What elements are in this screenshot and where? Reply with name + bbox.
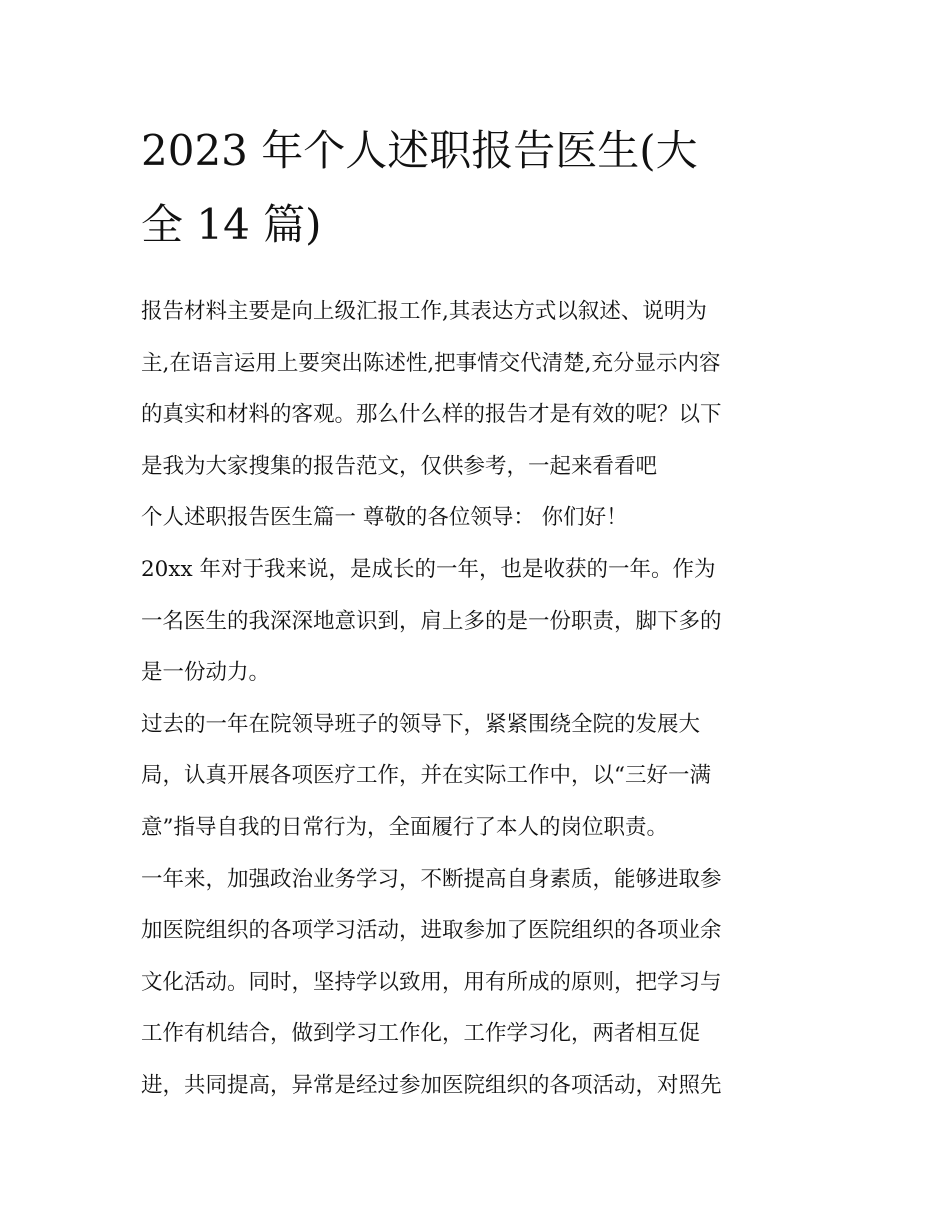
body-line: 工作有机结合，做到学习工作化，工作学习化，两者相互促 — [141, 1021, 701, 1047]
title-line: 全 14 篇) — [141, 200, 322, 249]
body-line: 加医院组织的各项学习活动，进取参加了医院组织的各项业余 — [141, 918, 722, 944]
body-line: 是我为大家搜集的报告范文，仅供参考，一起来看看吧 — [141, 453, 658, 479]
body-line: 一年来，加强政治业务学习，不断提高自身素质，能够进取参 — [141, 866, 722, 892]
body-line: 意”指导自我的日常行为，全面履行了本人的岗位职责。 — [141, 814, 668, 840]
body-line: 是一份动力。 — [141, 660, 271, 686]
document-title — [141, 114, 816, 262]
body-line: 报告材料主要是向上级汇报工作,其表达方式以叙述、说明为 — [141, 299, 707, 324]
body-line: 局，认真开展各项医疗工作，并在实际工作中，以“三好一满 — [141, 763, 711, 789]
body-line: 过去的一年在院领导班子的领导下，紧紧围绕全院的发展大 — [141, 711, 701, 737]
body-line: 文化活动。同时，坚持学以致用，用有所成的原则，把学习与 — [141, 969, 722, 995]
body-line: 一名医生的我深深地意识到，肩上多的是一份职责，脚下多的 — [141, 608, 722, 634]
body-line: 主,在语言运用上要突出陈述性,把事情交代清楚,充分显示内容 — [141, 350, 721, 376]
body-line: 20xx 年对于我来说，是成长的一年，也是收获的一年。作为 — [141, 556, 716, 582]
body-line: 的真实和材料的客观。那么什么样的报告才是有效的呢？以下 — [141, 402, 722, 428]
body-line: 进，共同提高，异常是经过参加医院组织的各项活动，对照先 — [141, 1072, 722, 1098]
document-content — [141, 114, 816, 1112]
body-line: 个人述职报告医生篇一 尊敬的各位领导： 你们好！ — [141, 505, 628, 531]
document-body — [141, 286, 816, 1112]
title-line: 2023 年个人述职报告医生(大 — [141, 126, 698, 175]
